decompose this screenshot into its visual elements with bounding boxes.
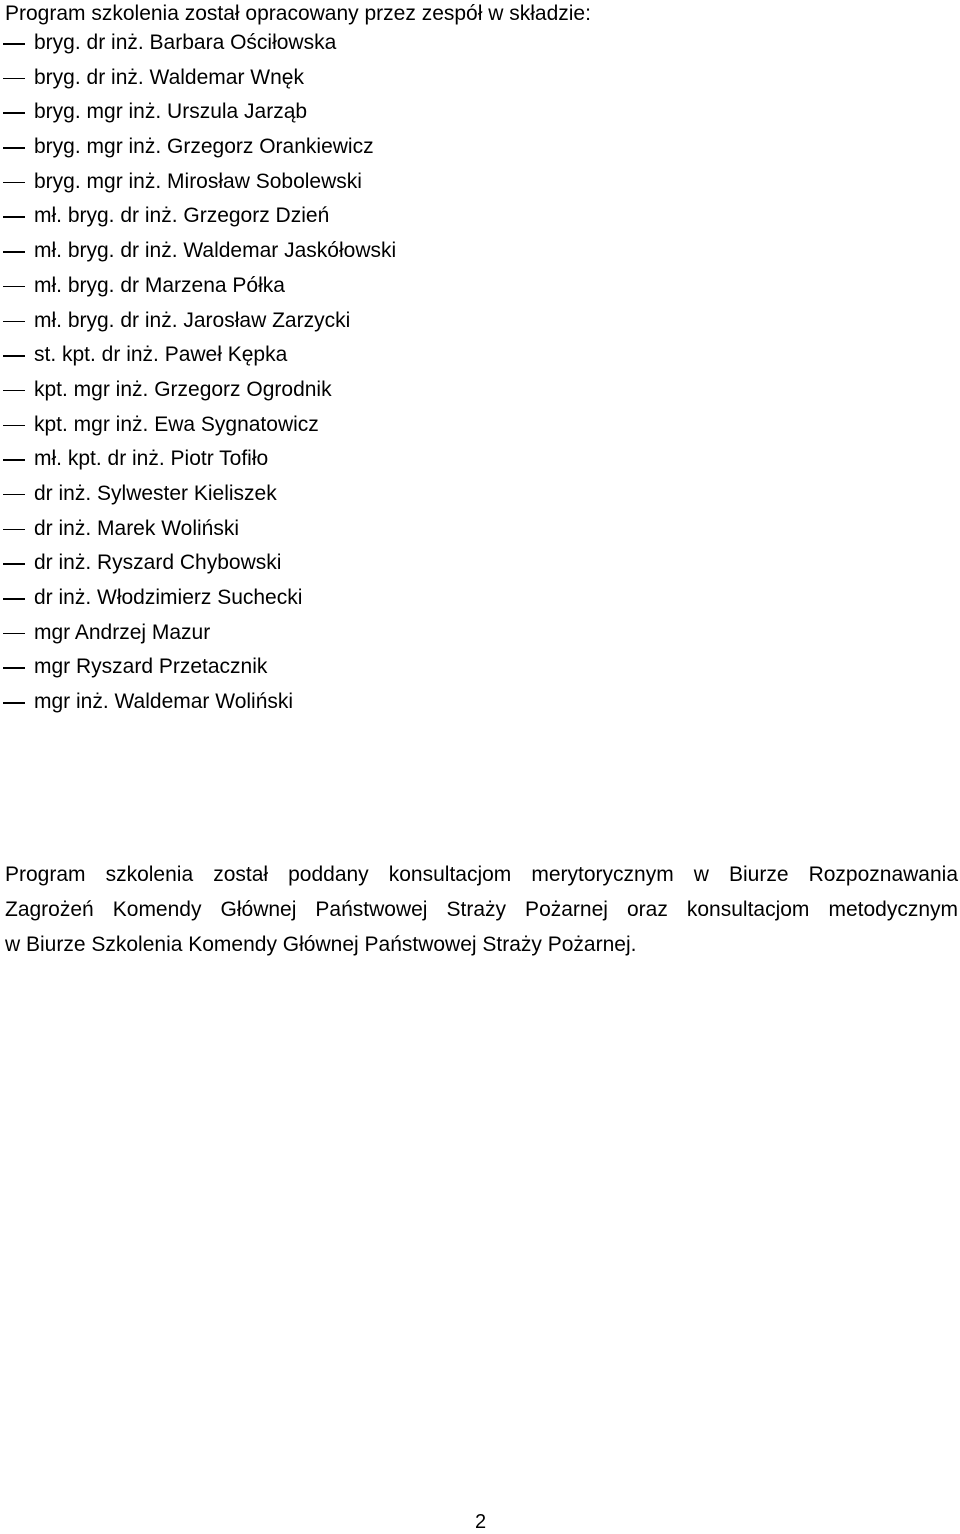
dash-bullet [3, 390, 25, 392]
member-name: dr inż. Ryszard Chybowski [34, 551, 282, 575]
dash-bullet [3, 112, 25, 114]
dash-bullet [3, 182, 25, 184]
member-name: dr inż. Włodzimierz Suchecki [34, 586, 303, 609]
member-name: mgr Andrzej Mazur [34, 620, 211, 644]
dash-bullet [3, 251, 25, 253]
member-name: kpt. mgr inż. Ewa Sygnatowicz [34, 412, 319, 436]
dash-bullet [3, 598, 25, 600]
page-number: 2 [475, 1511, 487, 1533]
member-name: bryg. mgr inż. Urszula Jarząb [34, 100, 308, 124]
member-name: mł. bryg. dr Marzena Półka [34, 273, 285, 297]
dash-bullet [3, 286, 25, 288]
consultation-paragraph [5, 857, 958, 962]
member-name: bryg. dr inż. Waldemar Wnęk [34, 65, 304, 89]
member-name: mgr Ryszard Przetacznik [34, 655, 268, 679]
member-name: dr inż. Sylwester Kieliszek [34, 481, 277, 505]
dash-bullet [3, 147, 25, 149]
dash-bullet [3, 43, 25, 45]
member-name: dr inż. Marek Woliński [34, 516, 239, 540]
consultation-line: Zagrożeń Komendy Głównej Państwowej Straży Pożarnej oraz konsultacjom metodycznym [5, 898, 958, 921]
member-name: bryg. dr inż. Barbara Ościłowska [34, 31, 337, 54]
member-name: mł. bryg. dr inż. Grzegorz Dzień [34, 204, 330, 228]
member-name: mgr inż. Waldemar Woliński [34, 690, 294, 714]
member-name: mł. bryg. dr inż. Waldemar Jaskółowski [34, 239, 397, 263]
member-name: mł. bryg. dr inż. Jarosław Zarzycki [34, 308, 351, 332]
member-name: st. kpt. dr inż. Paweł Kępka [34, 343, 288, 367]
dash-bullet [3, 667, 25, 669]
dash-bullet [3, 494, 25, 496]
member-name: bryg. mgr inż. Grzegorz Orankiewicz [34, 135, 374, 159]
dash-bullet [3, 459, 25, 461]
member-name: mł. kpt. dr inż. Piotr Tofiło [34, 447, 269, 471]
consultation-line: Program szkolenia został poddany konsultacjom merytorycznym w Biurze Rozpoznawania [5, 863, 958, 886]
dash-bullet [3, 355, 25, 357]
member-name: kpt. mgr inż. Grzegorz Ogrodnik [34, 377, 332, 401]
dash-bullet [3, 563, 25, 565]
dash-bullet [3, 321, 25, 323]
dash-bullet [3, 633, 25, 635]
dash-bullet [3, 78, 25, 80]
consultation-line: w Biurze Szkolenia Komendy Głównej Państwowej Straży Pożarnej. [5, 933, 637, 956]
team-heading: Program szkolenia został opracowany przez zespół w składzie: [5, 2, 591, 25]
dash-bullet [3, 216, 25, 218]
dash-bullet [3, 425, 25, 427]
dash-bullet [3, 529, 25, 531]
dash-bullet [3, 702, 25, 704]
member-name: bryg. mgr inż. Mirosław Sobolewski [34, 169, 362, 193]
